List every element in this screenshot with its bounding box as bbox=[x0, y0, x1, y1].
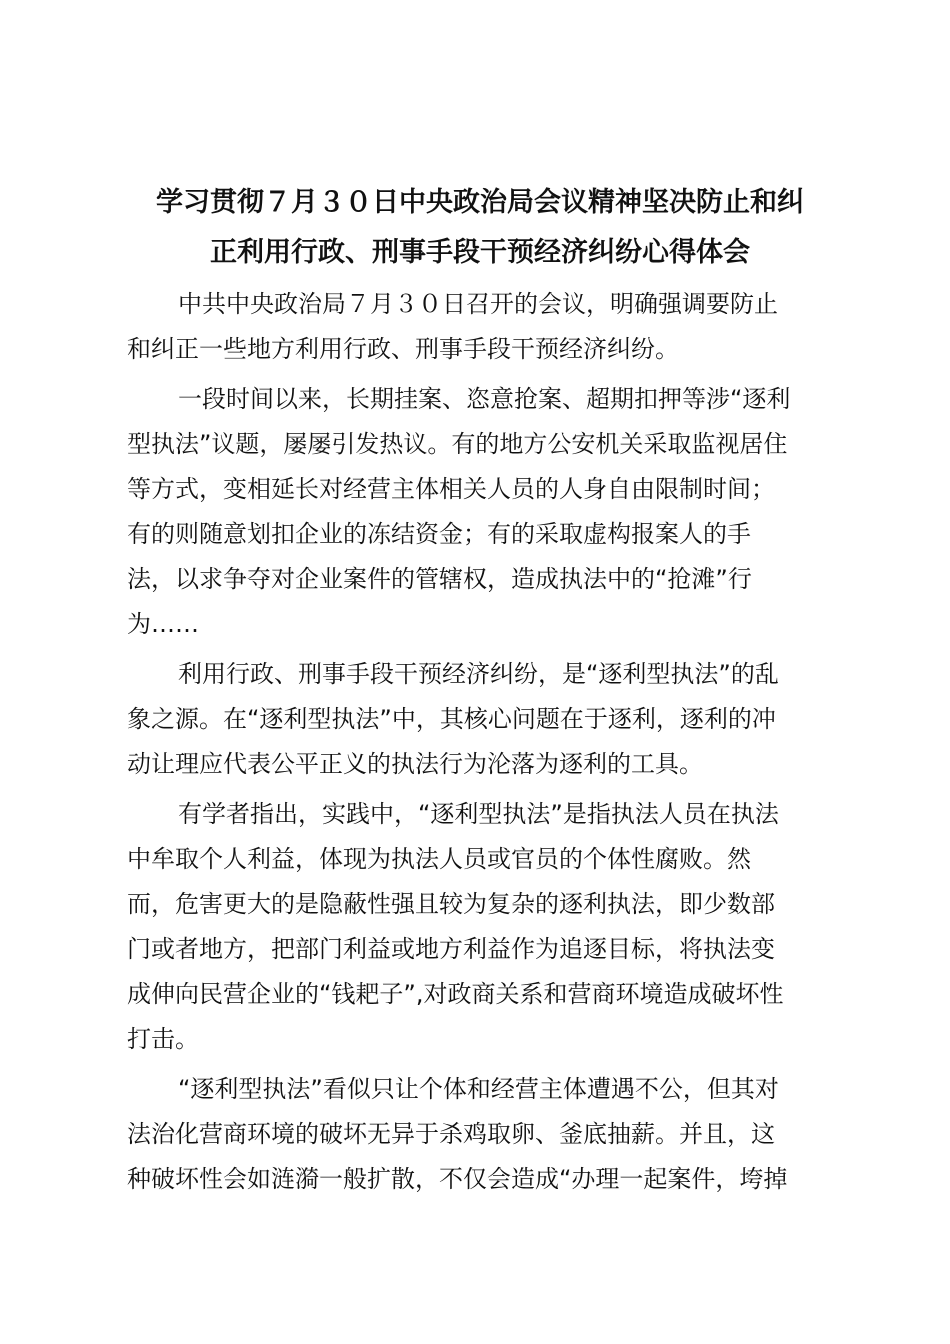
text-line: 中共中央政治局７月３０日召开的会议，明确强调要防止 bbox=[178, 290, 778, 318]
paragraph-5 bbox=[127, 1067, 833, 1202]
document-page bbox=[127, 178, 833, 1207]
text-line: “逐利型执法”看似只让个体和经营主体遭遇不公，但其对 bbox=[178, 1075, 779, 1103]
text-line: 法治化营商环境的破坏无异于杀鸡取卵、釜底抽薪。并且，这 bbox=[127, 1120, 775, 1148]
text-line: 有的则随意划扣企业的冻结资金；有的采取虚构报案人的手 bbox=[127, 520, 751, 548]
text-line: 门或者地方，把部门利益或地方利益作为追逐目标，将执法变 bbox=[127, 935, 775, 963]
text-line: 成伸向民营企业的“钱耙子”,对政商关系和营商环境造成破坏性 bbox=[127, 980, 784, 1008]
document-title bbox=[127, 178, 833, 278]
text-line: 象之源。在“逐利型执法”中，其核心问题在于逐利，逐利的冲 bbox=[127, 705, 776, 733]
text-line: 动让理应代表公平正义的执法行为沦落为逐利的工具。 bbox=[127, 750, 703, 778]
text-line: 打击。 bbox=[127, 1025, 199, 1053]
title-line: 正利用行政、刑事手段干预经济纠纷心得体会 bbox=[210, 237, 750, 268]
text-line: 等方式，变相延长对经营主体相关人员的人身自由限制时间； bbox=[127, 475, 775, 503]
paragraph-3 bbox=[127, 652, 833, 787]
text-line: 和纠正一些地方利用行政、刑事手段干预经济纠纷。 bbox=[127, 335, 679, 363]
text-line: 一段时间以来，长期挂案、恣意抢案、超期扣押等涉“逐利 bbox=[178, 385, 791, 413]
text-line: 利用行政、刑事手段干预经济纠纷，是“逐利型执法”的乱 bbox=[178, 660, 779, 688]
text-line: 法，以求争夺对企业案件的管辖权，造成执法中的“抢滩”行 bbox=[127, 565, 752, 593]
paragraph-1 bbox=[127, 282, 833, 372]
paragraph-2 bbox=[127, 377, 833, 647]
text-line: 有学者指出，实践中，“逐利型执法”是指执法人员在执法 bbox=[178, 800, 779, 828]
text-line: 种破坏性会如涟漪一般扩散，不仅会造成“办理一起案件，垮掉 bbox=[127, 1165, 788, 1193]
paragraph-4 bbox=[127, 792, 833, 1062]
text-line: 而，危害更大的是隐蔽性强且较为复杂的逐利执法，即少数部 bbox=[127, 890, 775, 918]
text-line: 中牟取个人利益，体现为执法人员或官员的个体性腐败。然 bbox=[127, 845, 751, 873]
text-line: 为…… bbox=[127, 610, 199, 638]
text-line: 型执法”议题，屡屡引发热议。有的地方公安机关采取监视居住 bbox=[127, 430, 788, 458]
title-line: 学习贯彻７月３０日中央政治局会议精神坚决防止和纠 bbox=[156, 187, 804, 218]
